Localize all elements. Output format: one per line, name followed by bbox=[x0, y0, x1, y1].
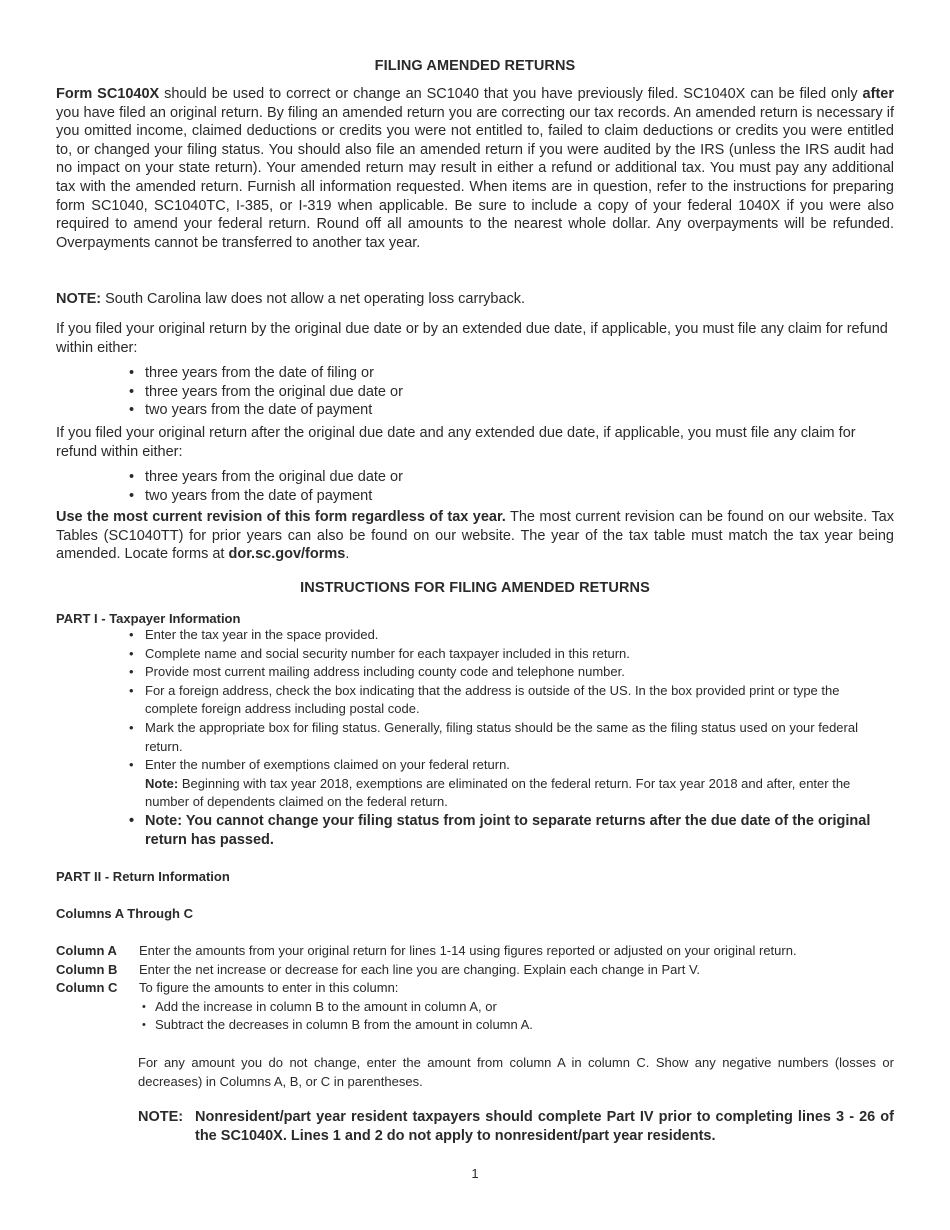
list-item: • Provide most current mailing address including county code and telephone number. bbox=[56, 663, 894, 682]
column-c-text: To figure the amounts to enter in this column: bbox=[139, 980, 399, 996]
list-item: • For a foreign address, check the box indicating that the address is outside of the US. In the box provided print or type the complete foreign address including postal code. bbox=[56, 682, 894, 719]
part2-heading: PART II - Return Information bbox=[56, 869, 230, 884]
column-b-text: Enter the net increase or decrease for each line you are changing. Explain each change in Part V. bbox=[139, 961, 701, 977]
list-item: • three years from the original due date or bbox=[56, 383, 894, 402]
intro-paragraph: Form SC1040X should be used to correct or change an SC1040 that you have previously filed. SC1040X can be filed only after you have filed an original return. By filing an amended return you are correcting our tax records. An amended return is necessary if you omitted income, claimed deductions or credits you were not entitled to, failed to claim deductions or credits you were entitled to, or changed your filing status. You should also file an amended return if you were audited by the IRS (unless the IRS audit had no impact on your state return). Your amended return may result in either a refund or additional tax. You must pay any additional tax with the amended return. Furnish all information requested. When items are in question, refer to the instructions for preparing form SC1040, SC1040TC, I-385, or I-319 when applicable. Be sure to include a copy of your federal 1040X if you were also required to amend your federal return. Round off all amounts to the nearest whole dollar. Any overpayments will be refunded. Overpayments cannot be transferred to another tax year. bbox=[56, 86, 894, 251]
nol-note: NOTE: South Carolina law does not allow a net operating loss carryback. bbox=[56, 291, 526, 307]
list-item: • Mark the appropriate box for filing status. Generally, filing status should be the same as the filing status used on your federal return. bbox=[56, 719, 894, 756]
claim-late-section bbox=[56, 424, 894, 505]
claim-late-text: If you filed your original return after the original due date and any extended due date, if applicable, you must file any claim for refund within either: bbox=[56, 425, 856, 460]
filing-status-note bbox=[56, 812, 894, 849]
claim-late-list bbox=[56, 468, 894, 505]
column-c-row bbox=[56, 979, 894, 998]
exemption-note: Note: Beginning with tax year 2018, exemptions are eliminated on the federal return. For tax year 2018 and after, enter the number of dependents claimed on the federal return. bbox=[145, 775, 851, 810]
list-item: • Enter the tax year in the space provided. bbox=[56, 626, 894, 645]
list-item: • two years from the date of payment bbox=[56, 401, 894, 420]
column-a-text: Enter the amounts from your original return for lines 1-14 using figures reported or adjusted on your original return. bbox=[139, 943, 797, 958]
list-item: • three years from the original due date or bbox=[56, 468, 894, 487]
list-item: • Add the increase in column B to the amount in column A, or bbox=[56, 998, 894, 1017]
page-number: 1 bbox=[471, 1166, 479, 1181]
column-a-row bbox=[56, 942, 894, 961]
nonresident-note-text: Nonresident/part year resident taxpayers should complete Part IV prior to completing lines 3 - 26 of the SC1040X. Lines 1 and 2 do not apply to nonresident/part year residents. bbox=[195, 1109, 894, 1144]
instructions-title: INSTRUCTIONS FOR FILING AMENDED RETURNS bbox=[300, 580, 650, 596]
after-word: after bbox=[862, 86, 894, 102]
forms-link[interactable]: dor.sc.gov/forms bbox=[228, 546, 346, 563]
list-item: • two years from the date of payment bbox=[56, 487, 894, 506]
part1-section bbox=[56, 611, 894, 849]
part1-list bbox=[56, 626, 894, 775]
list-item: • Note: You cannot change your filing status from joint to separate returns after the due date of the original return has passed. bbox=[56, 812, 894, 849]
part1-heading: PART I - Taxpayer Information bbox=[56, 611, 241, 626]
column-a-label: Column A bbox=[56, 943, 117, 958]
nonresident-note-label: NOTE: bbox=[138, 1109, 184, 1125]
page-title: FILING AMENDED RETURNS bbox=[374, 58, 576, 74]
list-item: • Enter the number of exemptions claimed on your federal return. bbox=[56, 756, 894, 775]
list-item: • Subtract the decreases in column B from the amount in column A. bbox=[56, 1016, 894, 1035]
column-b-row bbox=[56, 961, 894, 980]
list-item: • three years from the date of filing or bbox=[56, 364, 894, 383]
columns-heading: Columns A Through C bbox=[56, 906, 193, 921]
form-name: Form SC1040X bbox=[56, 86, 160, 102]
nonresident-note bbox=[138, 1108, 894, 1146]
column-b-label: Column B bbox=[56, 961, 118, 977]
column-c-label: Column C bbox=[56, 980, 118, 996]
claim-ontime-text: If you filed your original return by the original due date or by an extended due date, if applicable, you must file any claim for refund within either: bbox=[56, 321, 888, 356]
list-item: • Complete name and social security number for each taxpayer included in this return. bbox=[56, 645, 894, 664]
claim-ontime-list bbox=[56, 364, 894, 420]
claim-ontime-section bbox=[56, 320, 894, 420]
revision-paragraph: Use the most current revision of this form regardless of tax year. The most current revision can be found on our website. Tax Tables (SC1040TT) for prior years can also be found on our website. The year of the tax table must match the tax year being amended. Locate forms at dor.sc.gov/forms. bbox=[56, 509, 894, 563]
columns-section bbox=[56, 942, 894, 1035]
unchanged-amounts-paragraph: For any amount you do not change, enter the amount from column A in column C. Show any negative numbers (losses or decreases) in Columns A, B, or C in parentheses. bbox=[138, 1055, 894, 1089]
